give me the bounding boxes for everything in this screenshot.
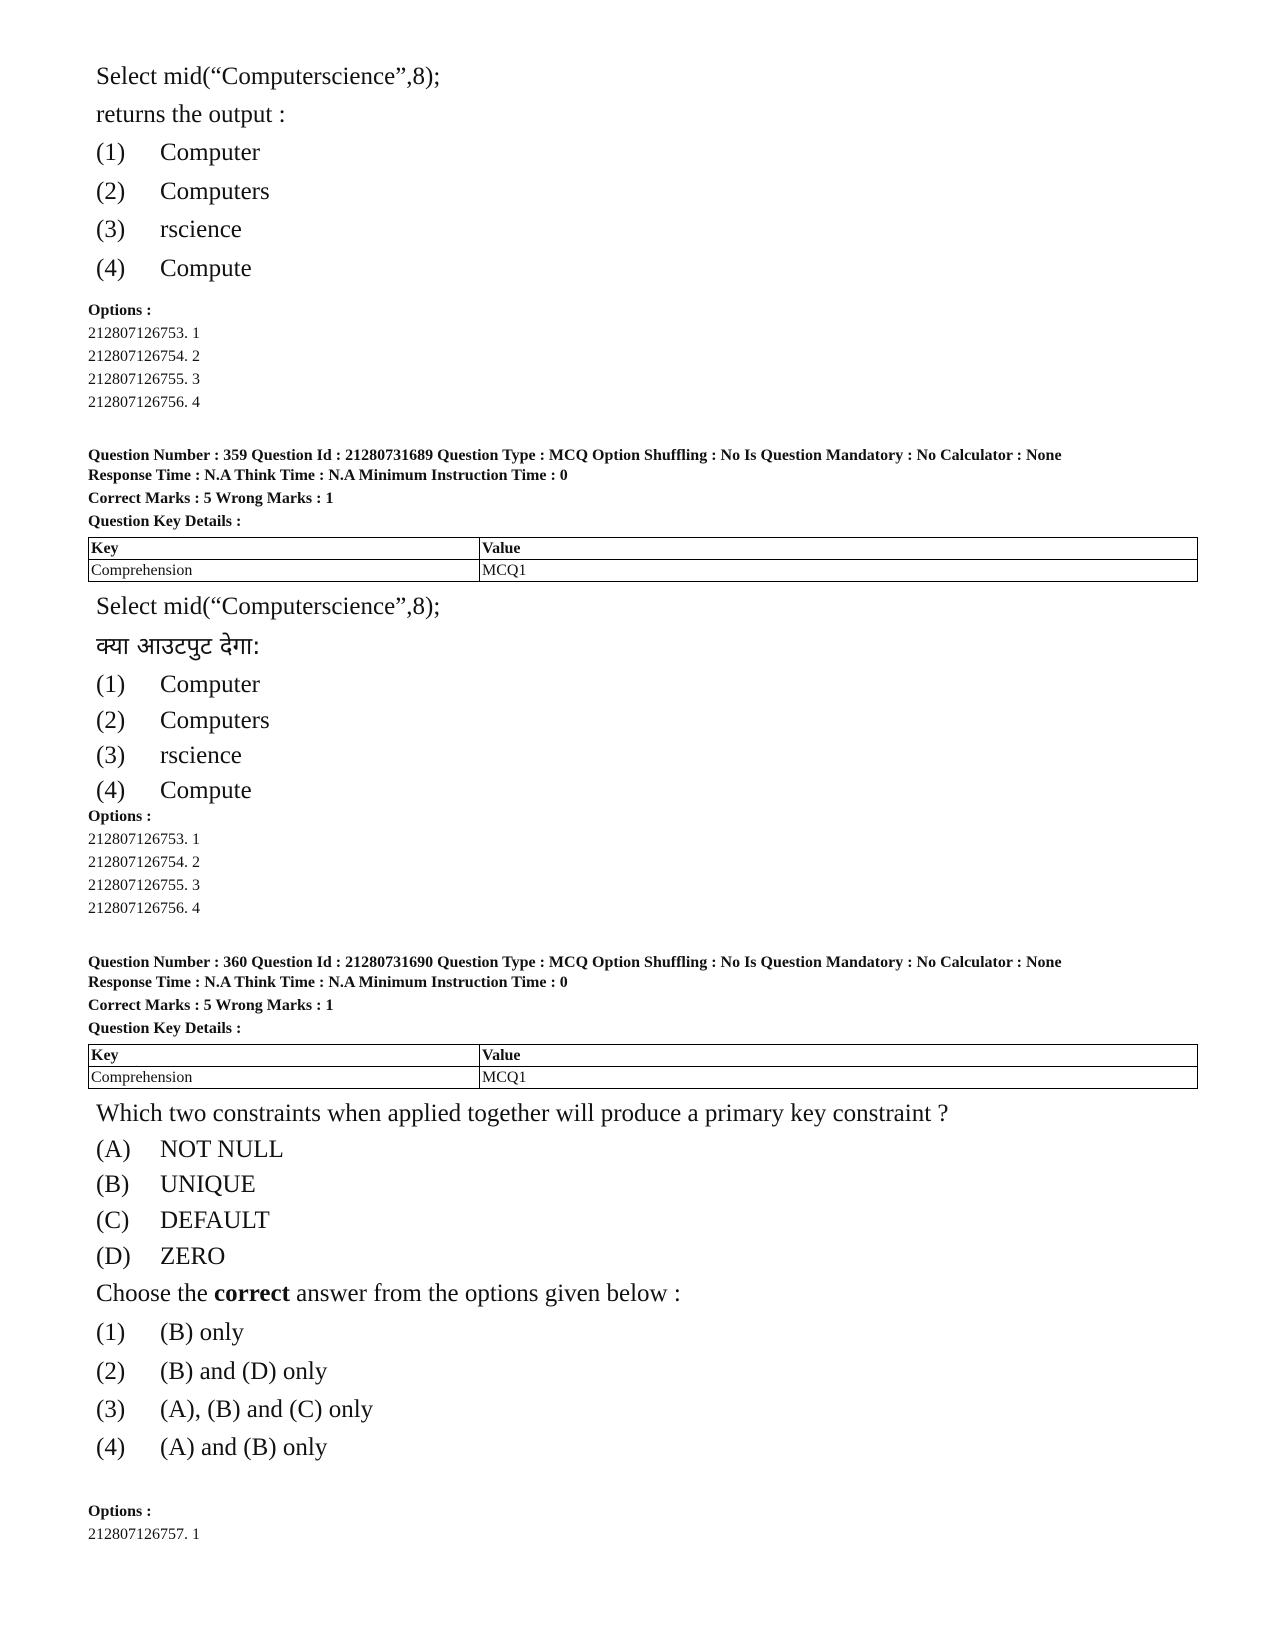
question-359-option-id-3: 212807126755. 3 — [88, 877, 200, 894]
question-359-options-label: Options : — [88, 808, 152, 825]
question-360-option-2: (2) (B) and (D) only — [96, 1358, 328, 1385]
question-359-option-id-1: 212807126753. 1 — [88, 831, 200, 848]
question-359-meta-line1: Question Number : 359 Question Id : 21280731689 Question Type : MCQ Option Shuffling : No Is Question Mandatory : No Calculator : None — [88, 447, 1062, 464]
value-header: Value — [480, 538, 1198, 560]
question-360-option-id-1: 212807126757. 1 — [88, 1526, 200, 1543]
question-359-option-id-2: 212807126754. 2 — [88, 854, 200, 871]
question-359-option-1: (1) Computer — [96, 671, 260, 698]
question-358-option-2: (2) Computers — [96, 178, 270, 205]
question-358-stem-line1: Select mid(“Computerscience”,8); — [96, 63, 441, 90]
question-358-options-label: Options : — [88, 302, 152, 319]
question-359-marks: Correct Marks : 5 Wrong Marks : 1 — [88, 490, 334, 507]
question-360-options-label: Options : — [88, 1503, 152, 1520]
question-360-meta-line1: Question Number : 360 Question Id : 21280731690 Question Type : MCQ Option Shuffling : No Is Question Mandatory : No Calculator : None — [88, 954, 1062, 971]
question-358-option-id-3: 212807126755. 3 — [88, 371, 200, 388]
question-359-option-4: (4) Compute — [96, 777, 252, 804]
value-cell: MCQ1 — [480, 1067, 1198, 1089]
value-header: Value — [480, 1045, 1198, 1067]
question-358-option-id-2: 212807126754. 2 — [88, 348, 200, 365]
question-358-option-id-4: 212807126756. 4 — [88, 394, 200, 411]
question-359-key-table — [88, 537, 1198, 582]
question-359-key-details-label: Question Key Details : — [88, 513, 242, 530]
key-cell: Comprehension — [89, 1067, 480, 1089]
question-358-option-id-1: 212807126753. 1 — [88, 325, 200, 342]
key-header: Key — [89, 538, 480, 560]
key-header: Key — [89, 1045, 480, 1067]
question-359-option-3: (3) rscience — [96, 742, 242, 769]
question-360-stem: Which two constraints when applied together will produce a primary key constraint ? — [96, 1100, 949, 1127]
question-360-option-3: (3) (A), (B) and (C) only — [96, 1396, 374, 1423]
question-359-meta-line2: Response Time : N.A Think Time : N.A Minimum Instruction Time : 0 — [88, 467, 568, 484]
key-cell: Comprehension — [89, 560, 480, 582]
question-358-stem-line2: returns the output : — [96, 101, 286, 128]
question-360-statement-b: (B) UNIQUE — [96, 1171, 256, 1198]
question-360-marks: Correct Marks : 5 Wrong Marks : 1 — [88, 997, 334, 1014]
question-358-option-4: (4) Compute — [96, 255, 252, 282]
question-360-statement-d: (D) ZERO — [96, 1243, 226, 1270]
question-360-option-1: (1) (B) only — [96, 1319, 245, 1346]
question-358-option-3: (3) rscience — [96, 216, 242, 243]
question-359-option-id-4: 212807126756. 4 — [88, 900, 200, 917]
value-cell: MCQ1 — [480, 560, 1198, 582]
question-359-option-2: (2) Computers — [96, 707, 270, 734]
question-358-option-1: (1) Computer — [96, 139, 260, 166]
question-359-stem-line1: Select mid(“Computerscience”,8); — [96, 593, 441, 620]
question-360-statement-a: (A) NOT NULL — [96, 1136, 284, 1163]
question-360-choose-instruction: Choose the correct answer from the options given below : — [96, 1280, 681, 1307]
question-360-statement-c: (C) DEFAULT — [96, 1207, 270, 1234]
question-360-meta-line2: Response Time : N.A Think Time : N.A Minimum Instruction Time : 0 — [88, 974, 568, 991]
question-359-stem-line2-hindi: क्या आउटपुट देगा: — [96, 632, 261, 660]
question-360-option-4: (4) (A) and (B) only — [96, 1434, 328, 1461]
question-360-key-table — [88, 1044, 1198, 1089]
question-360-key-details-label: Question Key Details : — [88, 1020, 242, 1037]
